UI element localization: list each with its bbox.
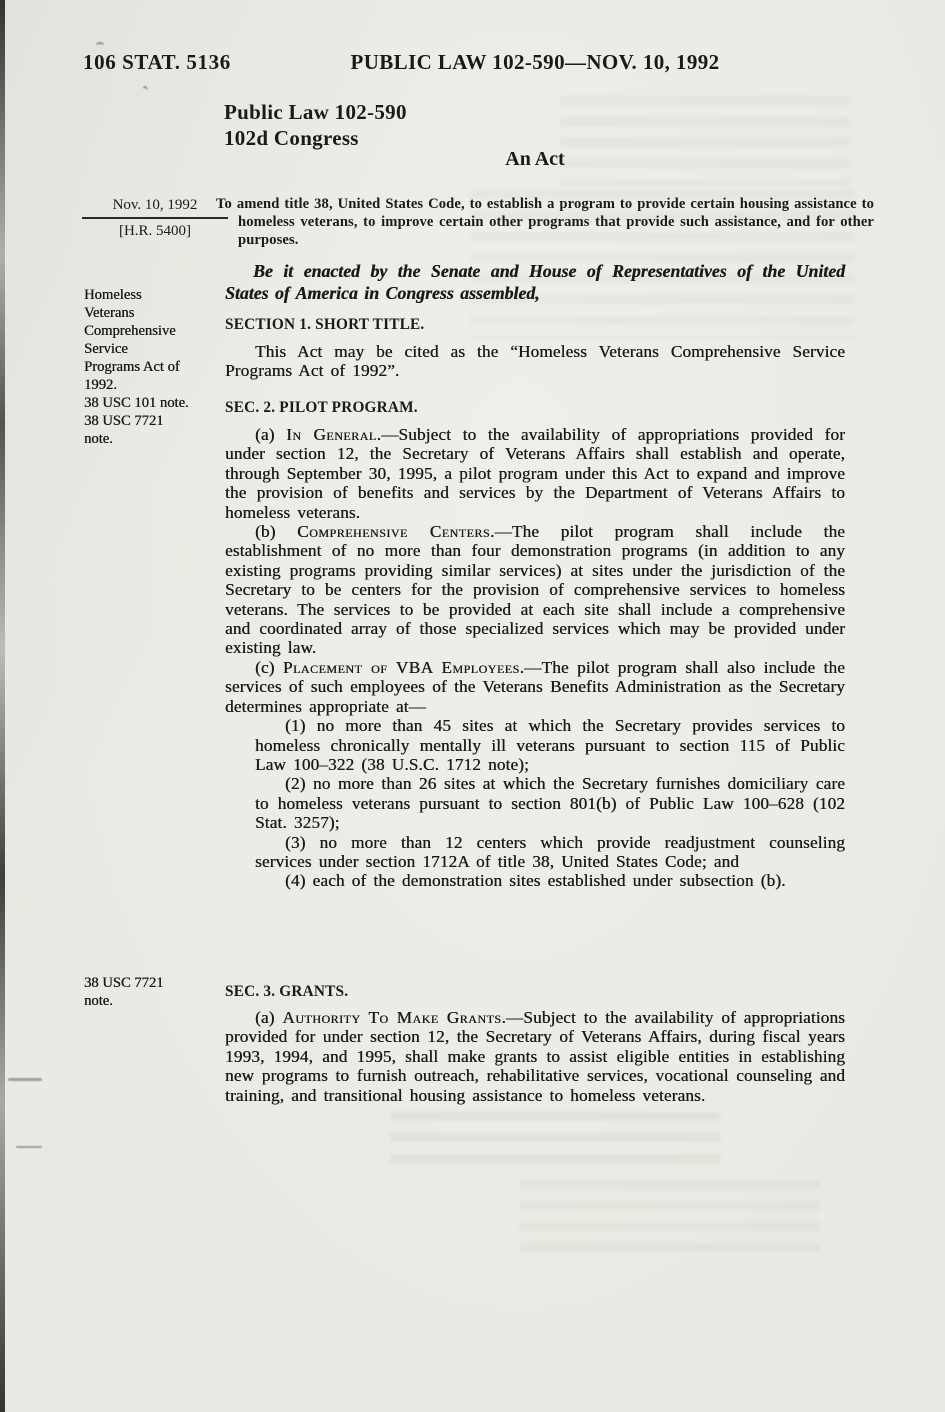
bleed-through-artifact: [560, 96, 850, 186]
para-text: .—The pilot program shall also include the services of such employees of the Veterans Benefits Administration as the Secretary determines appropriate at—: [225, 657, 845, 716]
law-title-block: [224, 99, 407, 151]
law-number-line: Public Law 102-590: [224, 100, 407, 124]
section-3-text: [225, 1008, 845, 1105]
running-header-title: PUBLIC LAW 102-590—NOV. 10, 1992: [350, 50, 720, 74]
margin-act-note-line: Homeless: [84, 287, 142, 303]
margin-act-note-line: 1992.: [84, 377, 117, 393]
bleed-through-artifact: [520, 1180, 820, 1260]
sec2-item-3: (3) no more than 12 centers which provide readjustment counseling services under section 1712A of title 38, United States Code; and: [255, 832, 845, 871]
margin-date: Nov. 10, 1992: [82, 197, 228, 219]
pencil-dash-artifact: [16, 1146, 42, 1148]
margin-bill-number: [H.R. 5400]: [118, 223, 192, 239]
para-label: (c): [255, 657, 283, 677]
section-3-heading: SEC. 3. GRANTS.: [225, 983, 349, 1000]
enacting-clause: Be it enacted by the Senate and House of Representatives of the United States of America in Congress assembled,: [225, 261, 845, 303]
section-1-text: [225, 342, 845, 381]
sec2-paragraph-b: [225, 522, 845, 658]
margin-act-note-line: Service: [84, 341, 128, 357]
bill-summary: To amend title 38, United States Code, to establish a program to provide certain housing assistance to homeless veterans, to improve certain other programs that provide such assistance, and for other purposes.: [216, 196, 874, 249]
para-label: (a): [255, 1008, 283, 1027]
usc-note: 38 USC 7721: [84, 975, 164, 991]
section-2-heading: SEC. 2. PILOT PROGRAM.: [225, 399, 418, 416]
margin-sec3-note: [84, 974, 222, 1010]
usc-note: note.: [84, 993, 113, 1009]
sec3-paragraph-a: [225, 1008, 845, 1105]
para-text: .—Subject to the availability of appropriations provided for under section 12, the Secretary of Veterans Affairs, during fiscal years 1993, 1994, and 1995, shall make grants to assist eligible entities in establishing new programs to furnish outreach, rehabilitative services, vocational counseling and training, and transitional housing assistance to homeless veterans.: [225, 1008, 845, 1105]
margin-act-note-line: Programs Act of: [84, 359, 180, 375]
congress-line: 102d Congress: [224, 126, 359, 150]
bleed-through-artifact: [390, 1112, 720, 1164]
sec1-paragraph: This Act may be cited as the “Homeless Veterans Comprehensive Service Programs Act of 1992”.: [225, 342, 845, 381]
para-smallcaps-heading: Placement of VBA Employees: [282, 657, 520, 677]
para-label: (b): [255, 522, 298, 542]
sec2-item-1: (1) no more than 45 sites at which the Secretary provides services to homeless chronically mentally ill veterans pursuant to section 115 of Public Law 100–322 (38 U.S.C. 1712 note);: [255, 716, 845, 774]
margin-act-note: [84, 286, 222, 448]
scan-edge-artifact: [0, 0, 5, 1412]
margin-act-note-line: Comprehensive: [84, 323, 176, 339]
para-smallcaps-heading: Comprehensive Centers: [297, 522, 491, 542]
scan-speckle-artifact: [141, 85, 148, 93]
para-label: (a): [255, 425, 287, 444]
section-2-text: [225, 425, 845, 891]
usc-note: 38 USC 7721: [84, 413, 164, 429]
pencil-dash-artifact: [8, 1078, 42, 1081]
para-text: .—The pilot program shall include the establishment of no more than four demonstration programs (in addition to any existing programs providing similar services) at sites under the jurisdiction of the Secretary to be centers for the provision of comprehensive services to homeless veterans. The services to be provided at each site shall include a comprehensive and coordinated array of those specialized services which may be provided under existing law.: [225, 522, 845, 658]
margin-act-note-line: Veterans: [84, 305, 135, 321]
usc-note: note.: [84, 431, 113, 447]
sec2-item-4: (4) each of the demonstration sites established under subsection (b).: [285, 871, 786, 891]
sec2-paragraph-c: [225, 658, 845, 716]
sec2-item-2: (2) no more than 26 sites at which the Secretary furnishes domiciliary care to homeless veterans pursuant to section 801(b) of Public Law 100–628 (102 Stat. 3257);: [255, 774, 845, 833]
para-smallcaps-heading: Authority To Make Grants: [282, 1008, 502, 1027]
para-smallcaps-heading: In General: [286, 425, 377, 444]
sec2-paragraph-a: [225, 425, 845, 522]
scan-speckle-artifact: [96, 42, 104, 49]
usc-note: 38 USC 101 note.: [84, 395, 189, 411]
section-1-heading: SECTION 1. SHORT TITLE.: [225, 316, 425, 333]
margin-date-block: [82, 197, 228, 240]
sec2-item-list: [255, 716, 845, 891]
act-heading: An Act: [505, 148, 565, 170]
para-text: .—Subject to the availability of appropriations provided for under section 12, the Secretary of Veterans Affairs shall establish and operate, through September 30, 1995, a pilot program under this Act to expand and improve the provision of benefits and services by the Department of Veterans Affairs to homeless veterans.: [225, 425, 845, 522]
stat-page-number: 106 STAT. 5136: [83, 50, 231, 74]
